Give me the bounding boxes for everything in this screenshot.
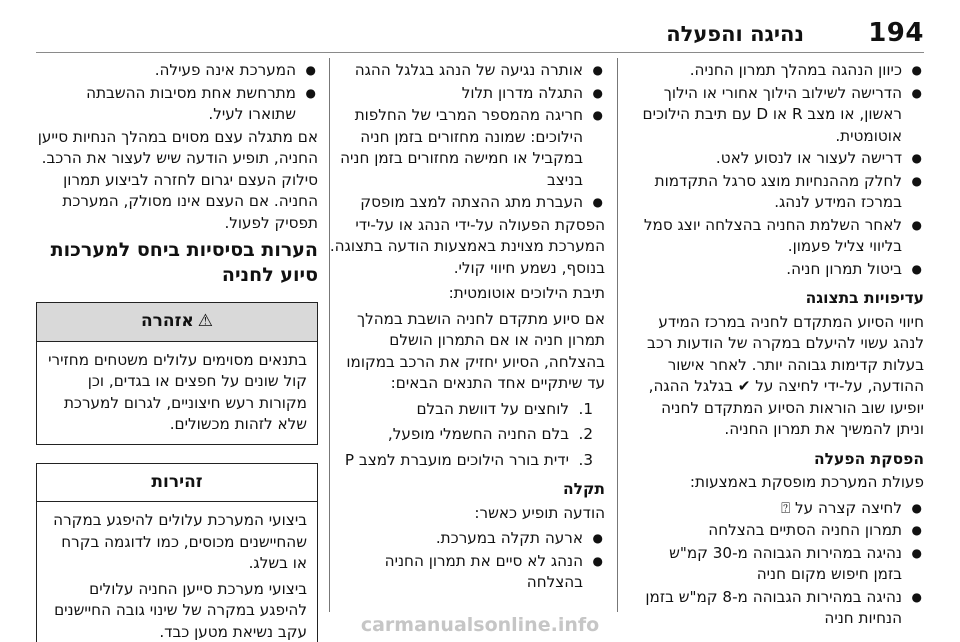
list-item: ● אותרה נגיעה של הנהג בגלגל ההגה bbox=[325, 60, 605, 82]
bullet-list bbox=[325, 528, 605, 594]
bullet-list bbox=[636, 498, 924, 630]
list-item: ● דרישה לעצור או לנסוע לאט. bbox=[636, 148, 924, 170]
item-number: 3. bbox=[578, 450, 593, 469]
subheading: תיבת הילוכים אוטומטית: bbox=[448, 284, 605, 302]
paragraph: ביצועי מערכת סייען החניה עלולים להיפגע במקרה של שינוי גובה החיישנים עקב נשיאת מטען כבד. bbox=[54, 579, 307, 641]
section-title: נהיגה והפעלה bbox=[666, 22, 804, 46]
header-rule bbox=[36, 52, 924, 53]
list-item: ● תמרון החניה הסתיים בהצלחה bbox=[636, 520, 924, 542]
paragraph: אם סיוע מתקדם לחניה הושבת במהלך תמרון חניה או אם התמרון הושלם בהצלחה, הסיוע יחזיק את הרכב במקומו עד שיתקיים אחד התנאים הבאים: bbox=[346, 309, 605, 392]
list-item bbox=[325, 424, 605, 446]
list-item: ● הדרישה לשילוב הילוך אחורי או הילוך ראשון, או מצב R או D עם תיבת הילוכים אוטומטית. bbox=[636, 83, 924, 148]
list-item: ● חריגה מהמספר המרבי של החלפות הילוכים: שמונה מחזורים בזמן חניה במקביל או חמישה מחזורים בזמן חניה בניצב bbox=[325, 105, 605, 191]
list-item: ● כיוון הנהגה במהלך תמרון החניה. bbox=[636, 60, 924, 82]
column-divider-1 bbox=[617, 58, 618, 612]
column-left bbox=[36, 60, 318, 641]
warning-box bbox=[36, 302, 318, 445]
list-item bbox=[325, 450, 605, 472]
list-item: ● ביטול תמרון חניה. bbox=[636, 259, 924, 281]
warning-text: בתנאים מסוימים עלולים משטחים מחזירי קול שונים על חפצים או בגדים, וכן מקורות רעש חיצוניים, לגרום למערכת שלא לזהות מכשולים. bbox=[48, 350, 307, 433]
paragraph: פעולת המערכת מופסקת באמצעות: bbox=[689, 473, 924, 491]
column-right bbox=[636, 60, 924, 627]
list-item bbox=[325, 399, 605, 421]
item-number: 2. bbox=[578, 425, 593, 443]
item-text: ידית בורר הילוכים מועברת למצב P bbox=[344, 450, 569, 469]
list-item: ● לאחר השלמת החניה בהצלחה יוצג סמל בליווי צליל פעמון. bbox=[636, 215, 924, 258]
paragraph: אם מתגלה עצם מסוים במהלך הנחיות סייען החניה, תופיע הודעה שיש לעצור את הרכב. סילוק העצם יגרום לחזרה לביצוע תמרון החניה. אם העצם אינו מסולק, המערכת תפסיק לפעול. bbox=[37, 127, 318, 232]
subheading: עדיפויות בתצוגה bbox=[805, 289, 924, 307]
caution-title: זהירות bbox=[37, 464, 317, 503]
list-item: ● נהיגה במהירות הגבוהה מ-30 קמ"ש בזמן חיפוש מקום חניה bbox=[636, 543, 924, 586]
list-item: ● העברת מתג ההצתה למצב מופסק bbox=[325, 192, 605, 214]
numbered-list bbox=[325, 399, 605, 472]
list-item: ● התגלה מדרון תלול bbox=[325, 83, 605, 105]
watermark: carmanualsonline.info bbox=[360, 614, 600, 636]
warning-triangle-icon: ⚠ bbox=[197, 311, 214, 331]
list-item: ● הנהג לא סיים את תמרון החניה בהצלחה bbox=[325, 551, 605, 594]
item-text: לוחצים על דוושת הבלם bbox=[416, 399, 569, 418]
list-item: ● לחיצה קצרה על ⍰ bbox=[636, 498, 924, 520]
warning-header bbox=[37, 303, 317, 342]
subheading: הפסקת הפעלה bbox=[814, 449, 924, 468]
page-header bbox=[36, 10, 924, 50]
bullet-list bbox=[325, 60, 605, 214]
list-item: ● מתרחשת אחת מסיבות ההשבתה שתוארו לעיל. bbox=[36, 83, 318, 126]
bullet-list bbox=[636, 60, 924, 280]
list-item: ● נהיגה במהירות הגבוהה מ-8 קמ"ש בזמן הנחיות חניה bbox=[636, 587, 924, 630]
paragraph: חיווי הסיוע המתקדם לחניה במרכז המידע לנהג עשוי להיעלם במקרה של הודעות רכב בעלות קדימות גבוהה יותר. לאחר אישור ההודעה, על-ידי לחיצה על ✔ בגלגל ההגה, יופיעו שוב הוראות הסיוע המתקדם לחניה וניתן להמשיך את תמרון החניה. bbox=[647, 312, 924, 438]
item-text: בלם החניה החשמלי מופעל, bbox=[387, 425, 569, 443]
list-item: ● לחלק מההנחיות מוצג סרגל התקדמות במרכז המידע לנהג. bbox=[636, 171, 924, 214]
subheading: תקלה bbox=[562, 480, 605, 498]
bullet-list bbox=[36, 60, 318, 126]
warning-title: אזהרה bbox=[140, 311, 194, 331]
page-number: 194 bbox=[868, 18, 924, 48]
paragraph: הודעה תופיע כאשר: bbox=[474, 503, 605, 522]
paragraph: הפסקת הפעולה על-ידי הנהג או על-ידי המערכת מצוינת באמצעות הודעה בתצוגה. בנוסף, נשמע חיווי קולי. bbox=[329, 215, 605, 277]
list-item: ● המערכת אינה פעילה. bbox=[36, 60, 318, 82]
column-middle bbox=[325, 60, 605, 614]
section-heading: הערות בסיסיות ביחס למערכות סיוע לחניה bbox=[50, 239, 318, 286]
item-number: 1. bbox=[578, 399, 593, 418]
list-item: ● ארעה תקלה במערכת. bbox=[325, 528, 605, 550]
paragraph: ביצועי המערכת עלולים להיפגע במקרה שהחיישנים מכוסים, כמו לדוגמה בקרח או בשלג. bbox=[53, 511, 307, 572]
